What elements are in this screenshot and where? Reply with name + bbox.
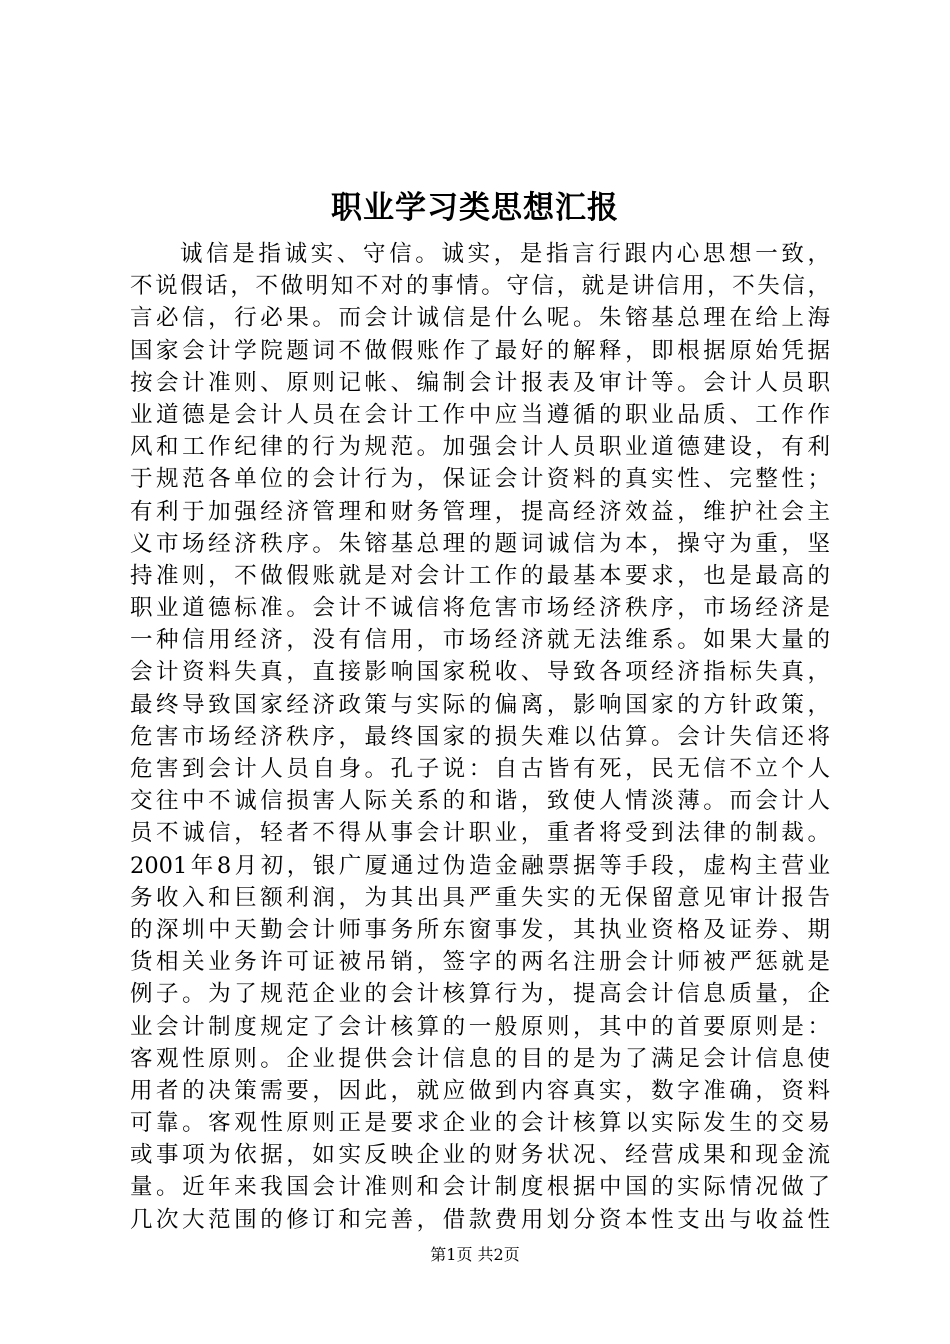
body-line: 客观性原则。企业提供会计信息的目的是为了满足会计信息使 — [130, 1045, 830, 1072]
body-line: 职业道德标准。会计不诚信将危害市场经济秩序，市场经济是 — [130, 595, 830, 622]
body-line: 言必信，行必果。而会计诚信是什么呢。朱镕基总理在给上海 — [130, 305, 830, 332]
body-line: 不说假话，不做明知不对的事情。守信，就是讲信用，不失信， — [130, 273, 830, 300]
body-line: 有利于加强经济管理和财务管理，提高经济效益，维护社会主 — [130, 498, 830, 525]
body-line: 员不诚信，轻者不得从事会计职业，重者将受到法律的制裁。 — [130, 820, 830, 847]
body-line: 用者的决策需要，因此，就应做到内容真实，数字准确，资料 — [130, 1077, 830, 1104]
body-line: 诚信是指诚实、守信。诚实，是指言行跟内心思想一致， — [180, 241, 830, 267]
body-line: 量。近年来我国会计准则和会计制度根据中国的实际情况做了 — [130, 1174, 830, 1201]
body-line: 2001年8月初，银广厦通过伪造金融票据等手段，虚构主营业 — [130, 852, 830, 879]
page-footer: 第1页 共2页 — [430, 1245, 520, 1264]
body-line: 按会计准则、原则记帐、编制会计报表及审计等。会计人员职 — [130, 369, 830, 396]
body-line: 会计资料失真，直接影响国家税收、导致各项经济指标失真， — [130, 659, 830, 686]
body-line: 风和工作纪律的行为规范。加强会计人员职业道德建设，有利 — [130, 434, 830, 461]
body-line: 或事项为依据，如实反映企业的财务状况、经营成果和现金流 — [130, 1142, 830, 1169]
body-line: 可靠。客观性原则正是要求企业的会计核算以实际发生的交易 — [130, 1110, 830, 1137]
document-body — [130, 238, 830, 1236]
body-line: 于规范各单位的会计行为，保证会计资料的真实性、完整性； — [130, 466, 830, 493]
body-line: 义市场经济秩序。朱镕基总理的题词诚信为本，操守为重，坚 — [130, 530, 830, 557]
body-line: 持准则，不做假账就是对会计工作的最基本要求，也是最高的 — [130, 562, 830, 589]
body-line: 危害到会计人员自身。孔子说：自古皆有死，民无信不立个人 — [130, 756, 830, 782]
body-line: 几次大范围的修订和完善，借款费用划分资本性支出与收益性 — [130, 1206, 830, 1233]
document-title: 职业学习类思想汇报 — [331, 190, 619, 226]
body-line: 的深圳中天勤会计师事务所东窗事发，其执业资格及证券、期 — [130, 916, 830, 943]
body-line: 业会计制度规定了会计核算的一般原则，其中的首要原则是： — [130, 1013, 830, 1040]
body-line: 货相关业务许可证被吊销，签字的两名注册会计师被严惩就是 — [130, 949, 830, 976]
body-line: 国家会计学院题词不做假账作了最好的解释，即根据原始凭据 — [130, 337, 830, 364]
body-line: 交往中不诚信损害人际关系的和谐，致使人情淡薄。而会计人 — [130, 788, 830, 815]
body-line: 例子。为了规范企业的会计核算行为，提高会计信息质量，企 — [130, 981, 830, 1008]
body-line: 一种信用经济，没有信用，市场经济就无法维系。如果大量的 — [130, 627, 830, 654]
body-line: 危害市场经济秩序，最终国家的损失难以估算。会计失信还将 — [130, 723, 830, 750]
body-line: 务收入和巨额利润，为其出具严重失实的无保留意见审计报告 — [130, 884, 830, 911]
body-line: 业道德是会计人员在会计工作中应当遵循的职业品质、工作作 — [130, 401, 830, 428]
body-line: 最终导致国家经济政策与实际的偏离，影响国家的方针政策， — [130, 691, 830, 718]
